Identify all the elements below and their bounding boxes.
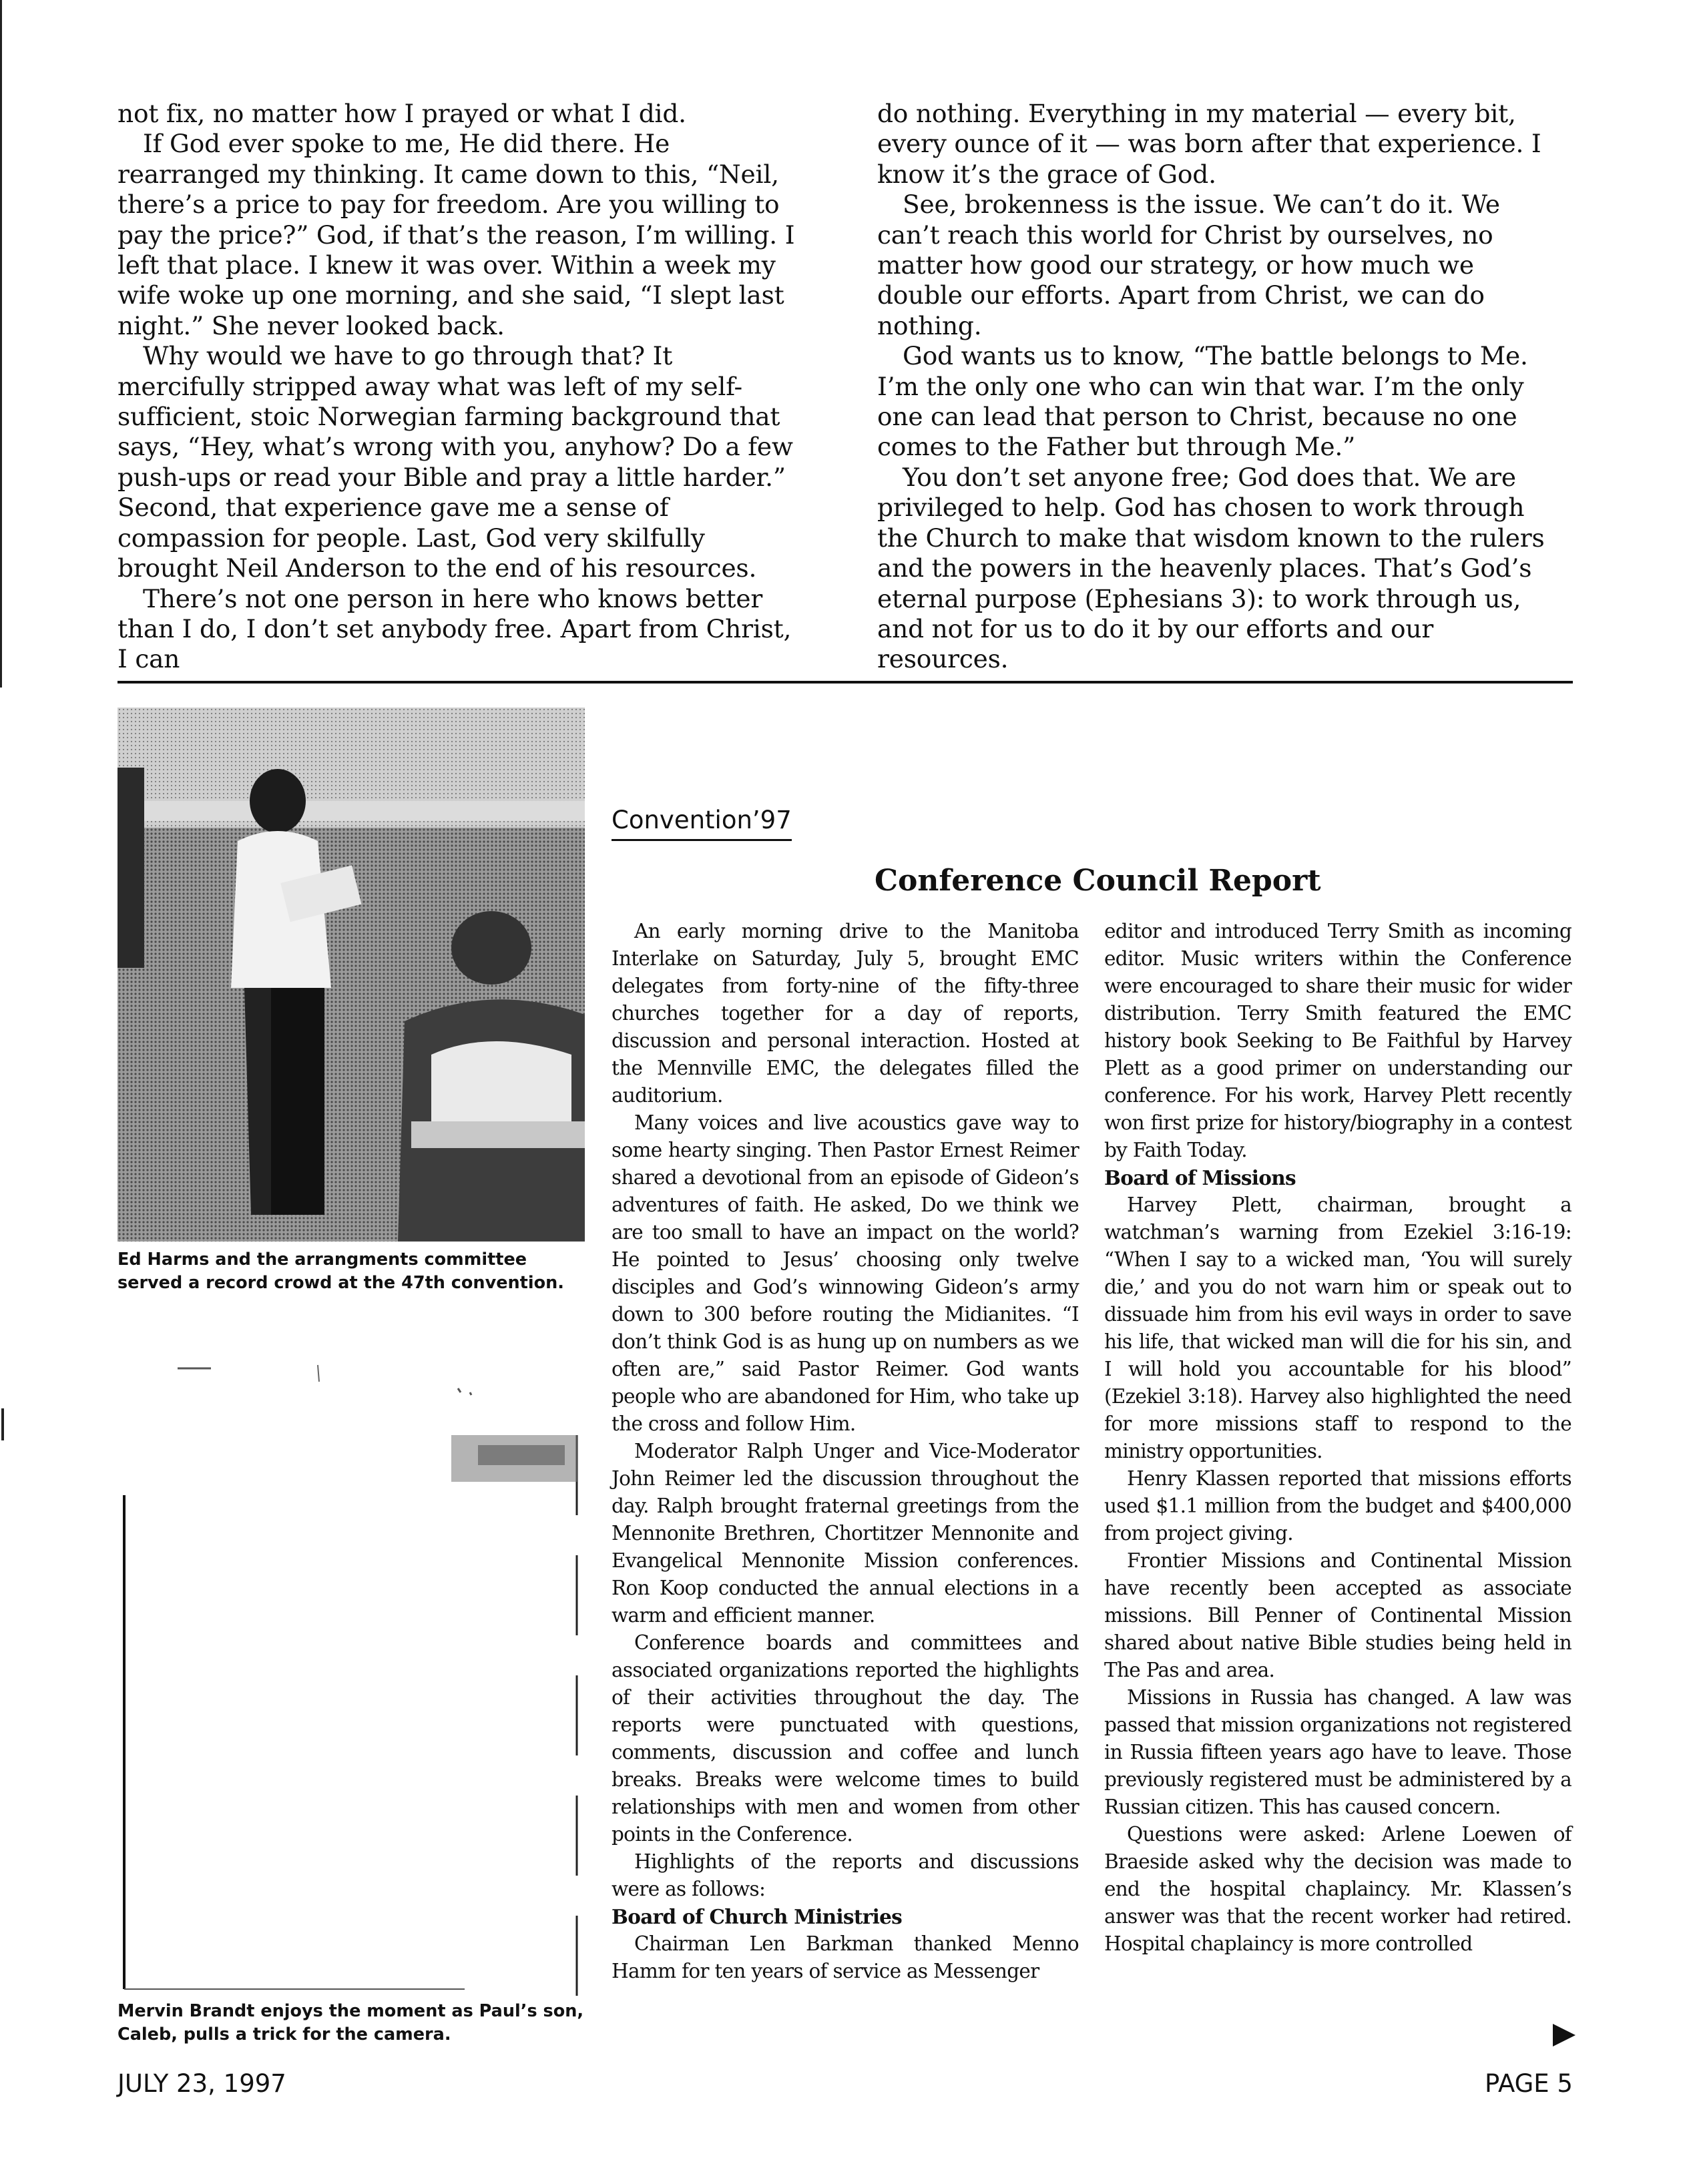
top-right-column <box>877 99 1565 675</box>
paragraph: Highlights of the reports and discussions were as follows: <box>612 1850 1079 1900</box>
photo-ed-harms-image <box>117 708 585 1242</box>
paragraph: Moderator Ralph Unger and Vice-Moderator John Reimer led the discussion throughout the day. Ralph brought fraternal greetings from the Mennonite Brethren, Chortitzer Mennonite and Evangelical Mennonite Mission conferences. Ron Koop conducted the annual elections in a warm and efficient manner. <box>612 1440 1079 1627</box>
paragraph: Why would we have to go through that? It mercifully stripped away what was left of my self-sufficient, stoic Norwegian farming background that says, “Hey, what’s wrong with you, anyhow? Do a few push-ups or read your Bible and pray a little harder.” Second, that experience gave me a sense of compassion for people. Last, God very skilfully brought Neil Anderson to the end of his resources. <box>117 341 793 583</box>
paragraph: An early morning drive to the Manitoba Interlake on Saturday, July 5, brought EMC delegates from forty-nine of the fifty-three churches together for a day of reports, discussion and personal interaction. Hosted at the Mennville EMC, the delegates filled the auditorium. <box>612 920 1079 1107</box>
top-left-column <box>117 99 805 675</box>
caption-top: Ed Harms and the arrangments committee served a record crowd at the 47th convention. <box>117 1250 564 1293</box>
footer-page-number: PAGE 5 <box>1485 2069 1573 2098</box>
paragraph: editor and introduced Terry Smith as incoming editor. Music writers within the Conference were encouraged to share their music for wider distribution. Terry Smith featured the EMC history book Seeking to Be Faithful by Harvey Plett as a good primer on understanding our conference. For his work, Harvey Plett recently won first prize for history/biography in a contest by Faith Today. <box>1104 920 1571 1161</box>
section-divider <box>117 681 1573 684</box>
photo-mervin-brandt <box>117 1335 585 1996</box>
subheading: Board of Church Ministries <box>612 1905 903 1928</box>
article-column-1 <box>612 918 1079 1985</box>
paragraph: Questions were asked: Arlene Loewen of Braeside asked why the decision was made to end the hospital chaplaincy. Mr. Klassen’s answer was that the recent worker had retired. Hospital chaplaincy is more controlled <box>1104 1823 1571 1955</box>
section-kicker: Convention’97 <box>612 804 792 841</box>
footer-date: JULY 23, 1997 <box>117 2069 286 2098</box>
paragraph: God wants us to know, “The battle belongs to Me. I’m the only one who can win that war. I’m the only one can lead that person to Christ, because no one comes to the Father but through Me.” <box>877 341 1528 462</box>
paragraph: There’s not one person in here who knows better than I do, I don’t set anybody free. Apart from Christ, I can <box>117 583 792 674</box>
article-column-2 <box>1104 918 1571 1958</box>
paragraph: Missions in Russia has changed. A law was passed that mission organizations not registered in Russia fifteen years ago have to leave. Those previously registered must be administered by a Russian citizen. This has caused concern. <box>1104 1686 1571 1818</box>
paragraph: Harvey Plett, chairman, brought a watchman’s warning from Ezekiel 3:16-19: “When I say to a wicked man, ‘You will surely die,’ and you do not warn him or speak out to dissuade him from his evil ways in order to save his life, that wicked man will die for his sin, and I will hold you accountable for his blood” (Ezekiel 3:18). Harvey also highlighted the need for more missions staff to respond to the ministry opportunities. <box>1104 1193 1571 1462</box>
paragraph: See, brokenness is the issue. We can’t do it. We can’t reach this world for Christ by ourselves, no matter how good our strategy, or how much we double our efforts. Apart from Christ, we can do nothing. <box>877 190 1500 340</box>
paragraph: Many voices and live acoustics gave way to some hearty singing. Then Pastor Ernest Reimer shared a devotional from an episode of Gideon’s adventures of faith. He asked, Do we think we are too small to have an impact on the world? He pointed to Jesus’ choosing only twelve disciples and God’s winnowing Gideon’s army down to 300 before routing the Midianites. “I don’t think God is as hung up on numbers as we often are,” said Pastor Reimer. God wants people who are abandoned for Him, who take up the cross and follow Him. <box>612 1111 1079 1435</box>
paragraph: do nothing. Everything in my material — every bit, every ounce of it — was born after that experience. I know it’s the grace of God. <box>877 99 1541 189</box>
scan-edge-mark <box>1 1408 4 1440</box>
paragraph: not fix, no matter how I prayed or what I did. <box>117 99 686 128</box>
paragraph: Frontier Missions and Continental Mission have recently been accepted as associate missions. Bill Penner of Continental Mission shared about native Bible studies being held in The Pas and area. <box>1104 1549 1571 1681</box>
scan-edge-left <box>0 0 2 688</box>
paragraph: Henry Klassen reported that missions efforts used $1.1 million from the budget and $400,000 from project giving. <box>1104 1467 1571 1545</box>
paragraph: You don’t set anyone free; God does that. We are privileged to help. God has chosen to work through the Church to make that wisdom known to the rulers and the powers in the heavenly places. That’s God’s eternal purpose (Ephesians 3): to work through us, and not for us to do it by our efforts and our resources. <box>877 462 1545 674</box>
caption-bottom: Mervin Brandt enjoys the moment as Paul’s son, Caleb, pulls a trick for the camera. <box>117 2001 584 2044</box>
paragraph: Chairman Len Barkman thanked Menno Hamm for ten years of service as Messenger <box>612 1932 1079 1982</box>
continued-arrow-icon <box>1553 2024 1576 2046</box>
paragraph: If God ever spoke to me, He did there. He rearranged my thinking. It came down to this, “Neil, there’s a price to pay for freedom. Are you willing to pay the price?” God, if that’s the reason, I’m willing. I left that place. I knew it was over. Within a week my wife woke up one morning, and she said, “I slept last night.” She never looked back. <box>117 129 795 340</box>
photo-mervin-brandt-image <box>117 1335 585 1996</box>
photo-ed-harms <box>117 708 585 1242</box>
article-headline: Conference Council Report <box>875 864 1321 898</box>
subheading: Board of Missions <box>1104 1166 1296 1189</box>
paragraph: Conference boards and committees and associated organizations reported the highlights of their activities throughout the day. The reports were punctuated with questions, comments, discussion and coffee and lunch breaks. Breaks were welcome times to build relationships with men and women from other points in the Conference. <box>612 1631 1079 1846</box>
